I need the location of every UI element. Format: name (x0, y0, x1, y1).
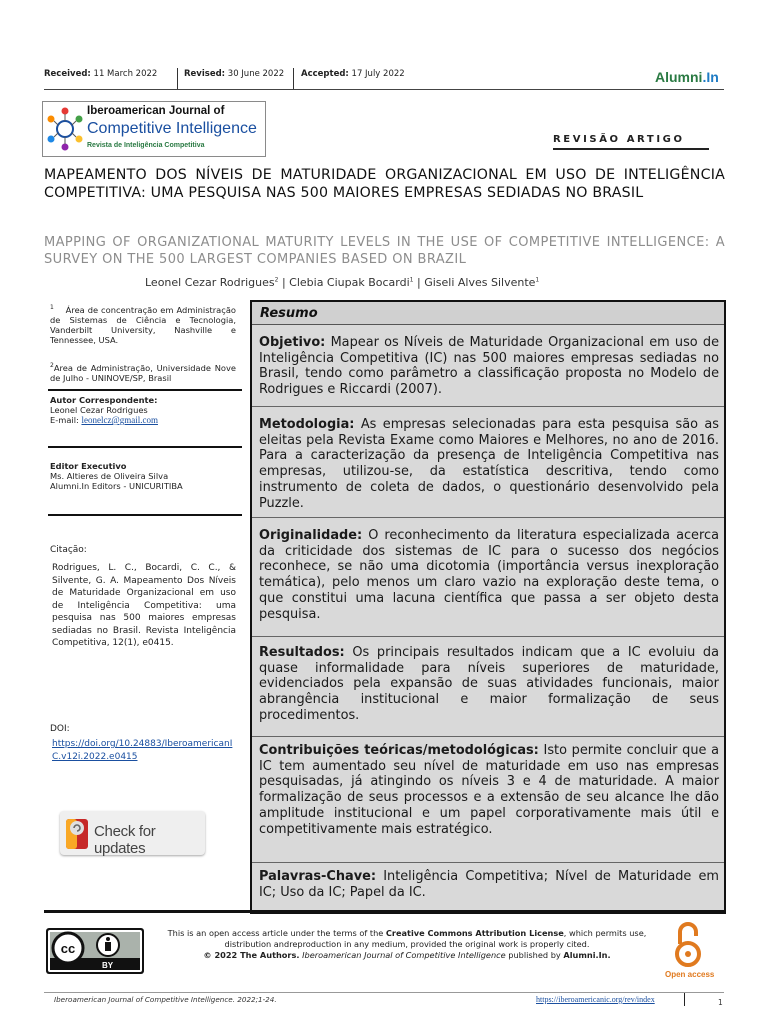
author-list: Leonel Cezar Rodrigues$^2$ | Clebia Ciupak Bocardi$^1$ | Giseli Alves Silvente$^1$ (145, 276, 540, 289)
cc-by-license-badge[interactable] (46, 928, 144, 974)
abstract-results: Resultados: Os principais resultados indicam que a IC evoluiu da quase informalidade para níveis superiores de maturidade, evidenciados pela expansão de suas atividades funcionais, maior abrangência institucional e maior formalização de seus procedimentos. (259, 645, 719, 723)
open-access-label: Open access (665, 970, 715, 979)
header-divider (293, 68, 294, 90)
corresponding-author: Autor Correspondente: Leonel Cezar Rodrigues E-mail: leonelcz@gmail.com (50, 395, 158, 425)
bottom-rule (44, 992, 724, 993)
title-portuguese: MAPEAMENTO DOS NÍVEIS DE MATURIDADE ORGANIZACIONAL EM USO DE INTELIGÊNCIA COMPETITIVA: UMA PESQUISA NAS 500 MAIORES EMPRESAS SEDIADAS NO BRASIL (44, 167, 725, 201)
section-label-rule (553, 148, 709, 150)
journal-url-link[interactable]: https://iberoamericanic.org/rev/index (536, 995, 655, 1004)
journal-logo-line1: Iberoamerican Journal of (87, 105, 225, 117)
footer-divider (684, 993, 685, 1006)
abstract-methodology: Metodologia: As empresas selecionadas para esta pesquisa são as eleitas pela Revista Exame como Maiores e Melhores, no ano de 2016. Para a caracterização da presença de Inteligência Competitiva nas empresas, utilizou-se, da estatística descritiva, tendo como instrumento de coleta de dados, o questionário desenvolvido pela Puzzle. (259, 417, 719, 511)
abstract-originality: Originalidade: O reconhecimento da literatura especializada acerca da criticidade dos sistemas de IC para o sucesso dos negócios reconhece, se não uma dicotomia (importância versus inexploração temática), pelo menos um claro vazio na exploração deste tema, o que constitui uma lacuna científica que passa a ser objeto desta pesquisa. (259, 528, 719, 622)
header-rule (44, 89, 724, 90)
journal-logo-line2: Competitive Intelligence (87, 120, 257, 137)
sidebar-divider (48, 389, 242, 391)
paragraph-divider (252, 862, 724, 863)
sidebar-divider (48, 514, 242, 516)
abstract-box (250, 300, 726, 914)
affiliation-1: $^1$ Área de concentração em Administração de Sistemas de Ciência e Tecnologia, Vanderbilt University, Nashville e Tennessee, USA. (50, 304, 236, 345)
page-number: 1 (718, 998, 723, 1007)
citation-label: Citação: (50, 545, 87, 555)
header-divider (177, 68, 178, 90)
abstract-header (252, 302, 724, 325)
doi-link[interactable]: https://doi.org/10.24883/IberoamericanIC.v12i.2022.e0415 (52, 739, 233, 762)
affiliation-2: $^2$Area de Administração, Universidade Nove de Julho - UNINOVE/SP, Brasil (50, 362, 236, 383)
cc-by-label: BY (102, 961, 114, 970)
open-lock-icon (668, 922, 708, 970)
accepted-date: Accepted: 17 July 2022 (301, 69, 405, 79)
network-icon (45, 105, 85, 153)
author-name: Giseli Alves Silvente (424, 276, 536, 289)
bookmark-icon (64, 815, 90, 851)
paragraph-divider (252, 736, 724, 737)
creative-commons-icon (46, 928, 144, 974)
paragraph-divider (252, 636, 724, 637)
abstract-heading: Resumo (260, 306, 318, 321)
received-date: Received: 11 March 2022 (44, 69, 158, 79)
footer-rule (44, 910, 724, 913)
title-english: MAPPING OF ORGANIZATIONAL MATURITY LEVELS IN THE USE OF COMPETITIVE INTELLIGENCE: A SURVEY ON THE 500 LARGEST COMPANIES BASED ON BRAZIL (44, 235, 725, 267)
section-label: REVISÃO ARTIGO (553, 134, 685, 145)
footer-citation: Iberoamerican Journal of Competitive Intelligence. 2022;1-24. (54, 995, 277, 1004)
author-name: Leonel Cezar Rodrigues (145, 276, 275, 289)
journal-logo (42, 101, 266, 157)
paragraph-divider (252, 517, 724, 518)
citation-text: Rodrigues, L. C., Bocardi, C. C., & Silvente, G. A. Mapeamento Dos Níveis de Maturidade Organizacional em uso de Inteligência Competitiva: uma pesquisa nas 500 maiores empresas sediadas no Brasil. Revista Inteligência Competitiva, 12(1), e0415. (52, 563, 236, 648)
paragraph-divider (252, 406, 724, 407)
alumni-in-logo[interactable]: Alumni.In (655, 69, 719, 85)
author-name: Clebia Ciupak Bocardi (289, 276, 410, 289)
svg-text:cc: cc (60, 941, 76, 956)
abstract-contributions: Contribuições teóricas/metodológicas: Isto permite concluir que a IC tem aumentado seu nível de maturidade em uso nas empresas pesquisadas, já atingindo os níveis 3 e 4 de maturidade. A maior formalização de seus processos e a extensão de seu alcance lhe dão amplitude institucional e um papel corporativamente mais útil e competitivamente mais estratégico. (259, 743, 719, 837)
abstract-keywords: Palavras-Chave: Inteligência Competitiva; Nível de Maturidade em IC; Uso da IC; Papel da IC. (259, 869, 719, 900)
journal-logo-line3: Revista de Inteligência Competitiva (87, 142, 205, 149)
doi-label: DOI: (50, 724, 70, 734)
revised-date: Revised: 30 June 2022 (184, 69, 285, 79)
sidebar-divider (48, 446, 242, 448)
executive-editor: Editor Executivo Ms. Altieres de Oliveira Silva Alumni.In Editors - UNICURITIBA (50, 461, 183, 491)
license-notice: This is an open access article under the terms of the Creative Commons Attribution License, which permits use, distribution andreproduction in any medium, provided the original work is properly cited. © 2022 The Authors. Iberoamerican Journal of Competitive Intelligence published by Alumni.In. (167, 928, 647, 960)
check-for-updates-button[interactable]: Check for updates (60, 811, 205, 855)
abstract-objective: Objetivo: Mapear os Níveis de Maturidade Organizacional em uso de Inteligência Competitiva (IC) nas 500 maiores empresas sediadas no Brasil, tendo como parâmetro a classificação proposta no Modelo de Rodrigues e Riccardi (2007). (259, 335, 719, 398)
email-link[interactable]: leonelcz@gmail.com (81, 415, 158, 425)
